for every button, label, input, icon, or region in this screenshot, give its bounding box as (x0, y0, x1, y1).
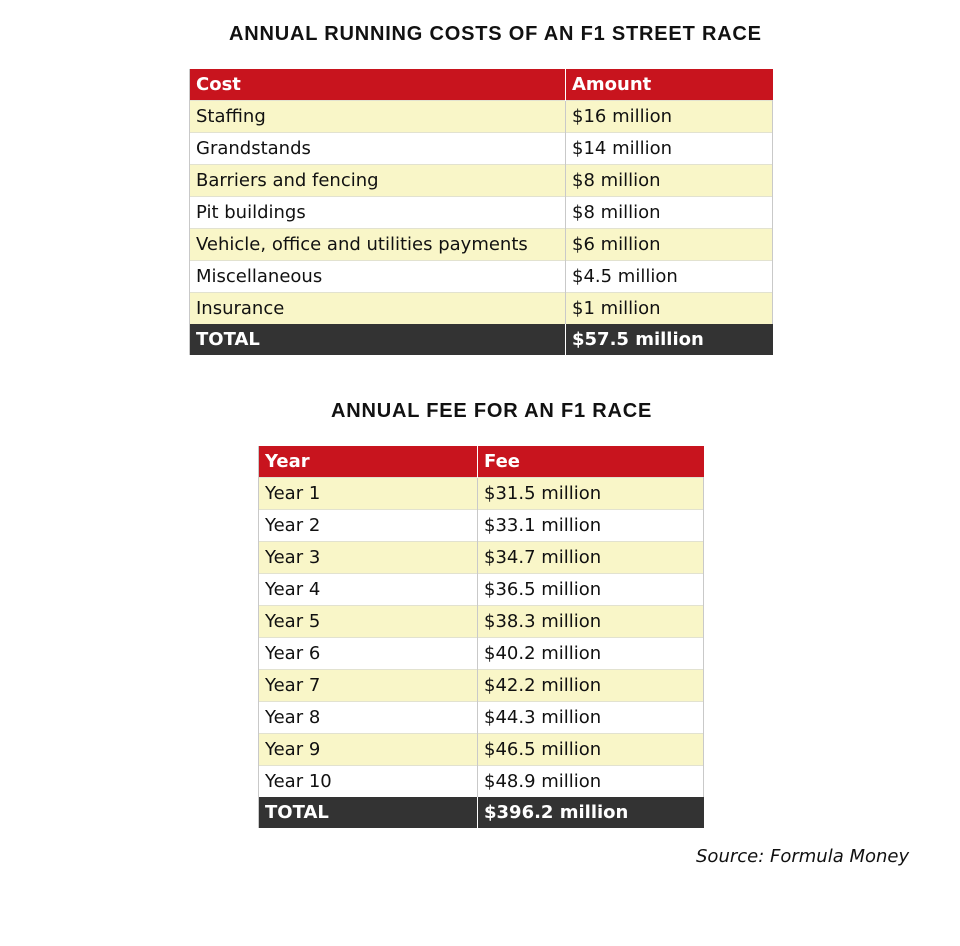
cost-amount: $8 million (566, 197, 773, 229)
year-label: Year 3 (259, 542, 478, 574)
total-amount: $57.5 million (566, 324, 773, 355)
column-header-year: Year (259, 446, 478, 478)
cost-label: Grandstands (190, 133, 566, 165)
cost-label: Pit buildings (190, 197, 566, 229)
annual-fee-table (258, 446, 704, 828)
cost-label: Vehicle, office and utilities payments (190, 229, 566, 261)
costs-table-title: ANNUAL RUNNING COSTS OF AN F1 STREET RACE (229, 23, 762, 45)
year-label: Year 10 (259, 766, 478, 798)
year-label: Year 9 (259, 734, 478, 766)
year-label: Year 2 (259, 510, 478, 542)
fee-amount: $40.2 million (478, 638, 704, 670)
table-row (259, 702, 704, 734)
table-row (259, 542, 704, 574)
cost-label: Staffing (190, 101, 566, 133)
table-row (259, 734, 704, 766)
cost-amount: $8 million (566, 165, 773, 197)
cost-label: Insurance (190, 293, 566, 325)
fee-amount: $34.7 million (478, 542, 704, 574)
year-label: Year 4 (259, 574, 478, 606)
total-label: TOTAL (190, 324, 566, 355)
fee-table-title: ANNUAL FEE FOR AN F1 RACE (331, 400, 653, 422)
table-row (190, 261, 773, 293)
year-label: Year 7 (259, 670, 478, 702)
table-row (190, 197, 773, 229)
year-label: Year 5 (259, 606, 478, 638)
fee-amount: $36.5 million (478, 574, 704, 606)
cost-label: Miscellaneous (190, 261, 566, 293)
table-header-row (259, 446, 704, 478)
table-header-row (190, 69, 773, 101)
total-label: TOTAL (259, 797, 478, 828)
column-header-fee: Fee (478, 446, 704, 478)
fee-amount: $42.2 million (478, 670, 704, 702)
table-row (190, 229, 773, 261)
source-caption: Source: Formula Money (696, 846, 910, 867)
total-amount: $396.2 million (478, 797, 704, 828)
fee-amount: $33.1 million (478, 510, 704, 542)
table-row (190, 165, 773, 197)
running-costs-table (189, 69, 773, 355)
cost-amount: $1 million (566, 293, 773, 325)
table-row (259, 478, 704, 510)
fee-amount: $44.3 million (478, 702, 704, 734)
column-header-cost: Cost (190, 69, 566, 101)
table-row (259, 670, 704, 702)
fee-amount: $31.5 million (478, 478, 704, 510)
table-row (259, 766, 704, 798)
cost-amount: $16 million (566, 101, 773, 133)
table-row (190, 293, 773, 325)
fee-amount: $38.3 million (478, 606, 704, 638)
table-row (190, 101, 773, 133)
cost-amount: $14 million (566, 133, 773, 165)
year-label: Year 6 (259, 638, 478, 670)
cost-label: Barriers and fencing (190, 165, 566, 197)
fee-amount: $46.5 million (478, 734, 704, 766)
column-header-amount: Amount (566, 69, 773, 101)
year-label: Year 1 (259, 478, 478, 510)
fee-amount: $48.9 million (478, 766, 704, 798)
cost-amount: $4.5 million (566, 261, 773, 293)
table-row (190, 133, 773, 165)
table-row (259, 638, 704, 670)
table-row (259, 606, 704, 638)
cost-amount: $6 million (566, 229, 773, 261)
total-row (190, 324, 773, 355)
total-row (259, 797, 704, 828)
table-row (259, 574, 704, 606)
table-row (259, 510, 704, 542)
year-label: Year 8 (259, 702, 478, 734)
